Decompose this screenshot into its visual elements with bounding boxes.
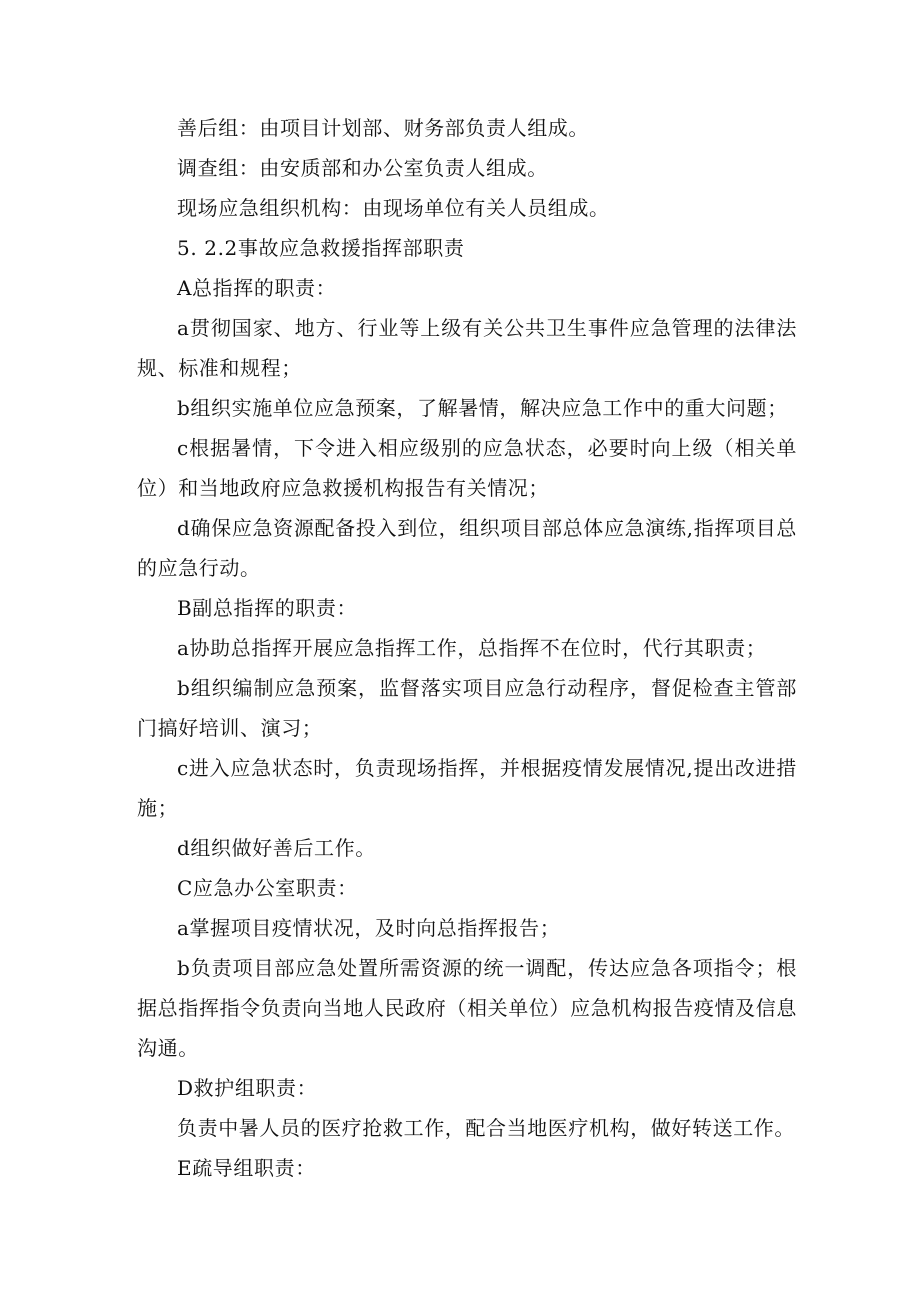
paragraph-commander-b: b组织实施单位应急预案，了解暑情，解决应急工作中的重大问题； — [177, 396, 788, 420]
paragraph-commander-a: a贯彻国家、地方、行业等上级有关公共卫生事件应急管理的法律法规、标准和规程； — [137, 316, 797, 380]
paragraph-rescue-team: 负责中暑人员的医疗抢救工作，配合当地医疗机构，做好转送工作。 — [177, 1116, 795, 1140]
paragraph-onsite-organization: 现场应急组织机构：由现场单位有关人员组成。 — [177, 196, 610, 220]
paragraph-aftermath-team: 善后组：由项目计划部、财务部负责人组成。 — [177, 116, 589, 140]
paragraph-office-a: a掌握项目疫情状况，及时向总指挥报告； — [177, 916, 561, 940]
paragraph-deputy-a: a协助总指挥开展应急指挥工作，总指挥不在位时，代行其职责； — [177, 636, 767, 660]
heading-rescue-team-duties: D救护组职责： — [177, 1076, 318, 1100]
paragraph-commander-c: c根据暑情，下令进入相应级别的应急状态，必要时向上级（相关单位）和当地政府应急救援机构报告有关情况； — [137, 436, 797, 500]
paragraph-deputy-d: d组织做好善后工作。 — [177, 836, 376, 860]
paragraph-investigation-team: 调查组：由安质部和办公室负责人组成。 — [177, 156, 548, 180]
paragraph-deputy-b: b组织编制应急预案，监督落实项目应急行动程序，督促检查主管部门搞好培训、演习； — [137, 676, 797, 740]
paragraph-deputy-c: c进入应急状态时，负责现场指挥，并根据疫情发展情况,提出改进措施； — [137, 756, 797, 820]
heading-commander-duties: A总指挥的职责： — [177, 276, 337, 300]
section-heading-522: 5. 2.2事故应急救援指挥部职责 — [177, 236, 465, 260]
paragraph-commander-d: d确保应急资源配备投入到位，组织项目部总体应急演练,指挥项目总的应急行动。 — [137, 516, 797, 580]
heading-guidance-team-duties: E疏导组职责： — [177, 1156, 316, 1180]
heading-emergency-office-duties: C应急办公室职责： — [177, 876, 358, 900]
heading-deputy-commander-duties: B副总指挥的职责： — [177, 596, 358, 620]
paragraph-office-b: b负责项目部应急处置所需资源的统一调配，传达应急各项指令；根据总指挥指令负责向当地人民政府（相关单位）应急机构报告疫情及信息沟通。 — [137, 956, 797, 1060]
document-body — [137, 108, 797, 1188]
